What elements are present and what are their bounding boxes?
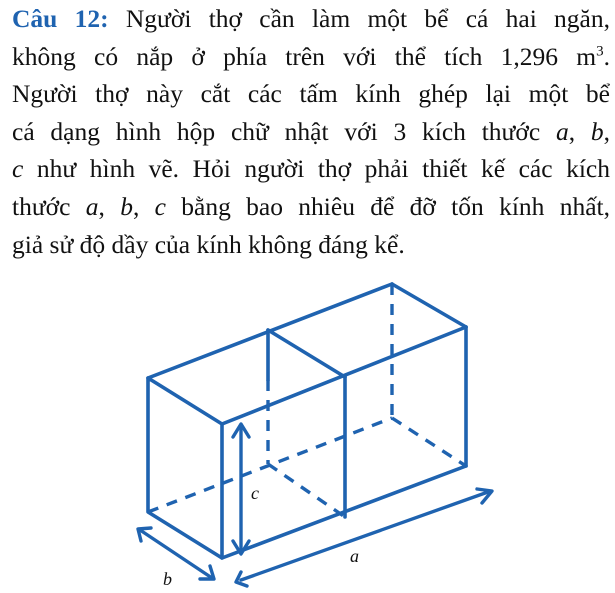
top-right-edge <box>392 284 466 327</box>
volume-exponent: 3 <box>596 43 604 60</box>
var-c: c <box>12 154 24 184</box>
label-b: b <box>163 569 172 589</box>
problem-line-2: không có nắp ở phía trên với thể tích 1,296 $m^3$. <box>12 41 610 71</box>
problem-line-3: Người thợ này cắt các tấm kính ghép lại một bể <box>12 79 610 109</box>
problem-line-5: c như hình vẽ. Hỏi người thợ phải thiết kế các kích <box>12 154 610 184</box>
divider-top-edge <box>268 330 345 377</box>
label-a: a <box>350 546 359 566</box>
problem-line-6: thước a, b, c bằng bao nhiêu để đỡ tốn kính nhất, <box>12 191 611 221</box>
question-label: Câu 12: <box>12 4 109 33</box>
front-face-edge <box>148 378 222 558</box>
hidden-bottom-right-edge <box>392 418 466 466</box>
hidden-divider-bottom <box>268 464 345 517</box>
problem-line-4: cá dạng hình hộp chữ nhật với 3 kích thước a, b, <box>12 116 610 146</box>
var-b: b <box>590 116 604 146</box>
label-c: c <box>251 483 259 503</box>
dimension-b-arrow <box>140 530 212 578</box>
problem-line-1: Câu 12: Người thợ cần làm một bể cá hai ngăn, <box>12 4 610 33</box>
problem-line-7: giả sử độ dầy của kính không đáng kể. <box>12 229 405 259</box>
var-a: a <box>555 116 569 146</box>
